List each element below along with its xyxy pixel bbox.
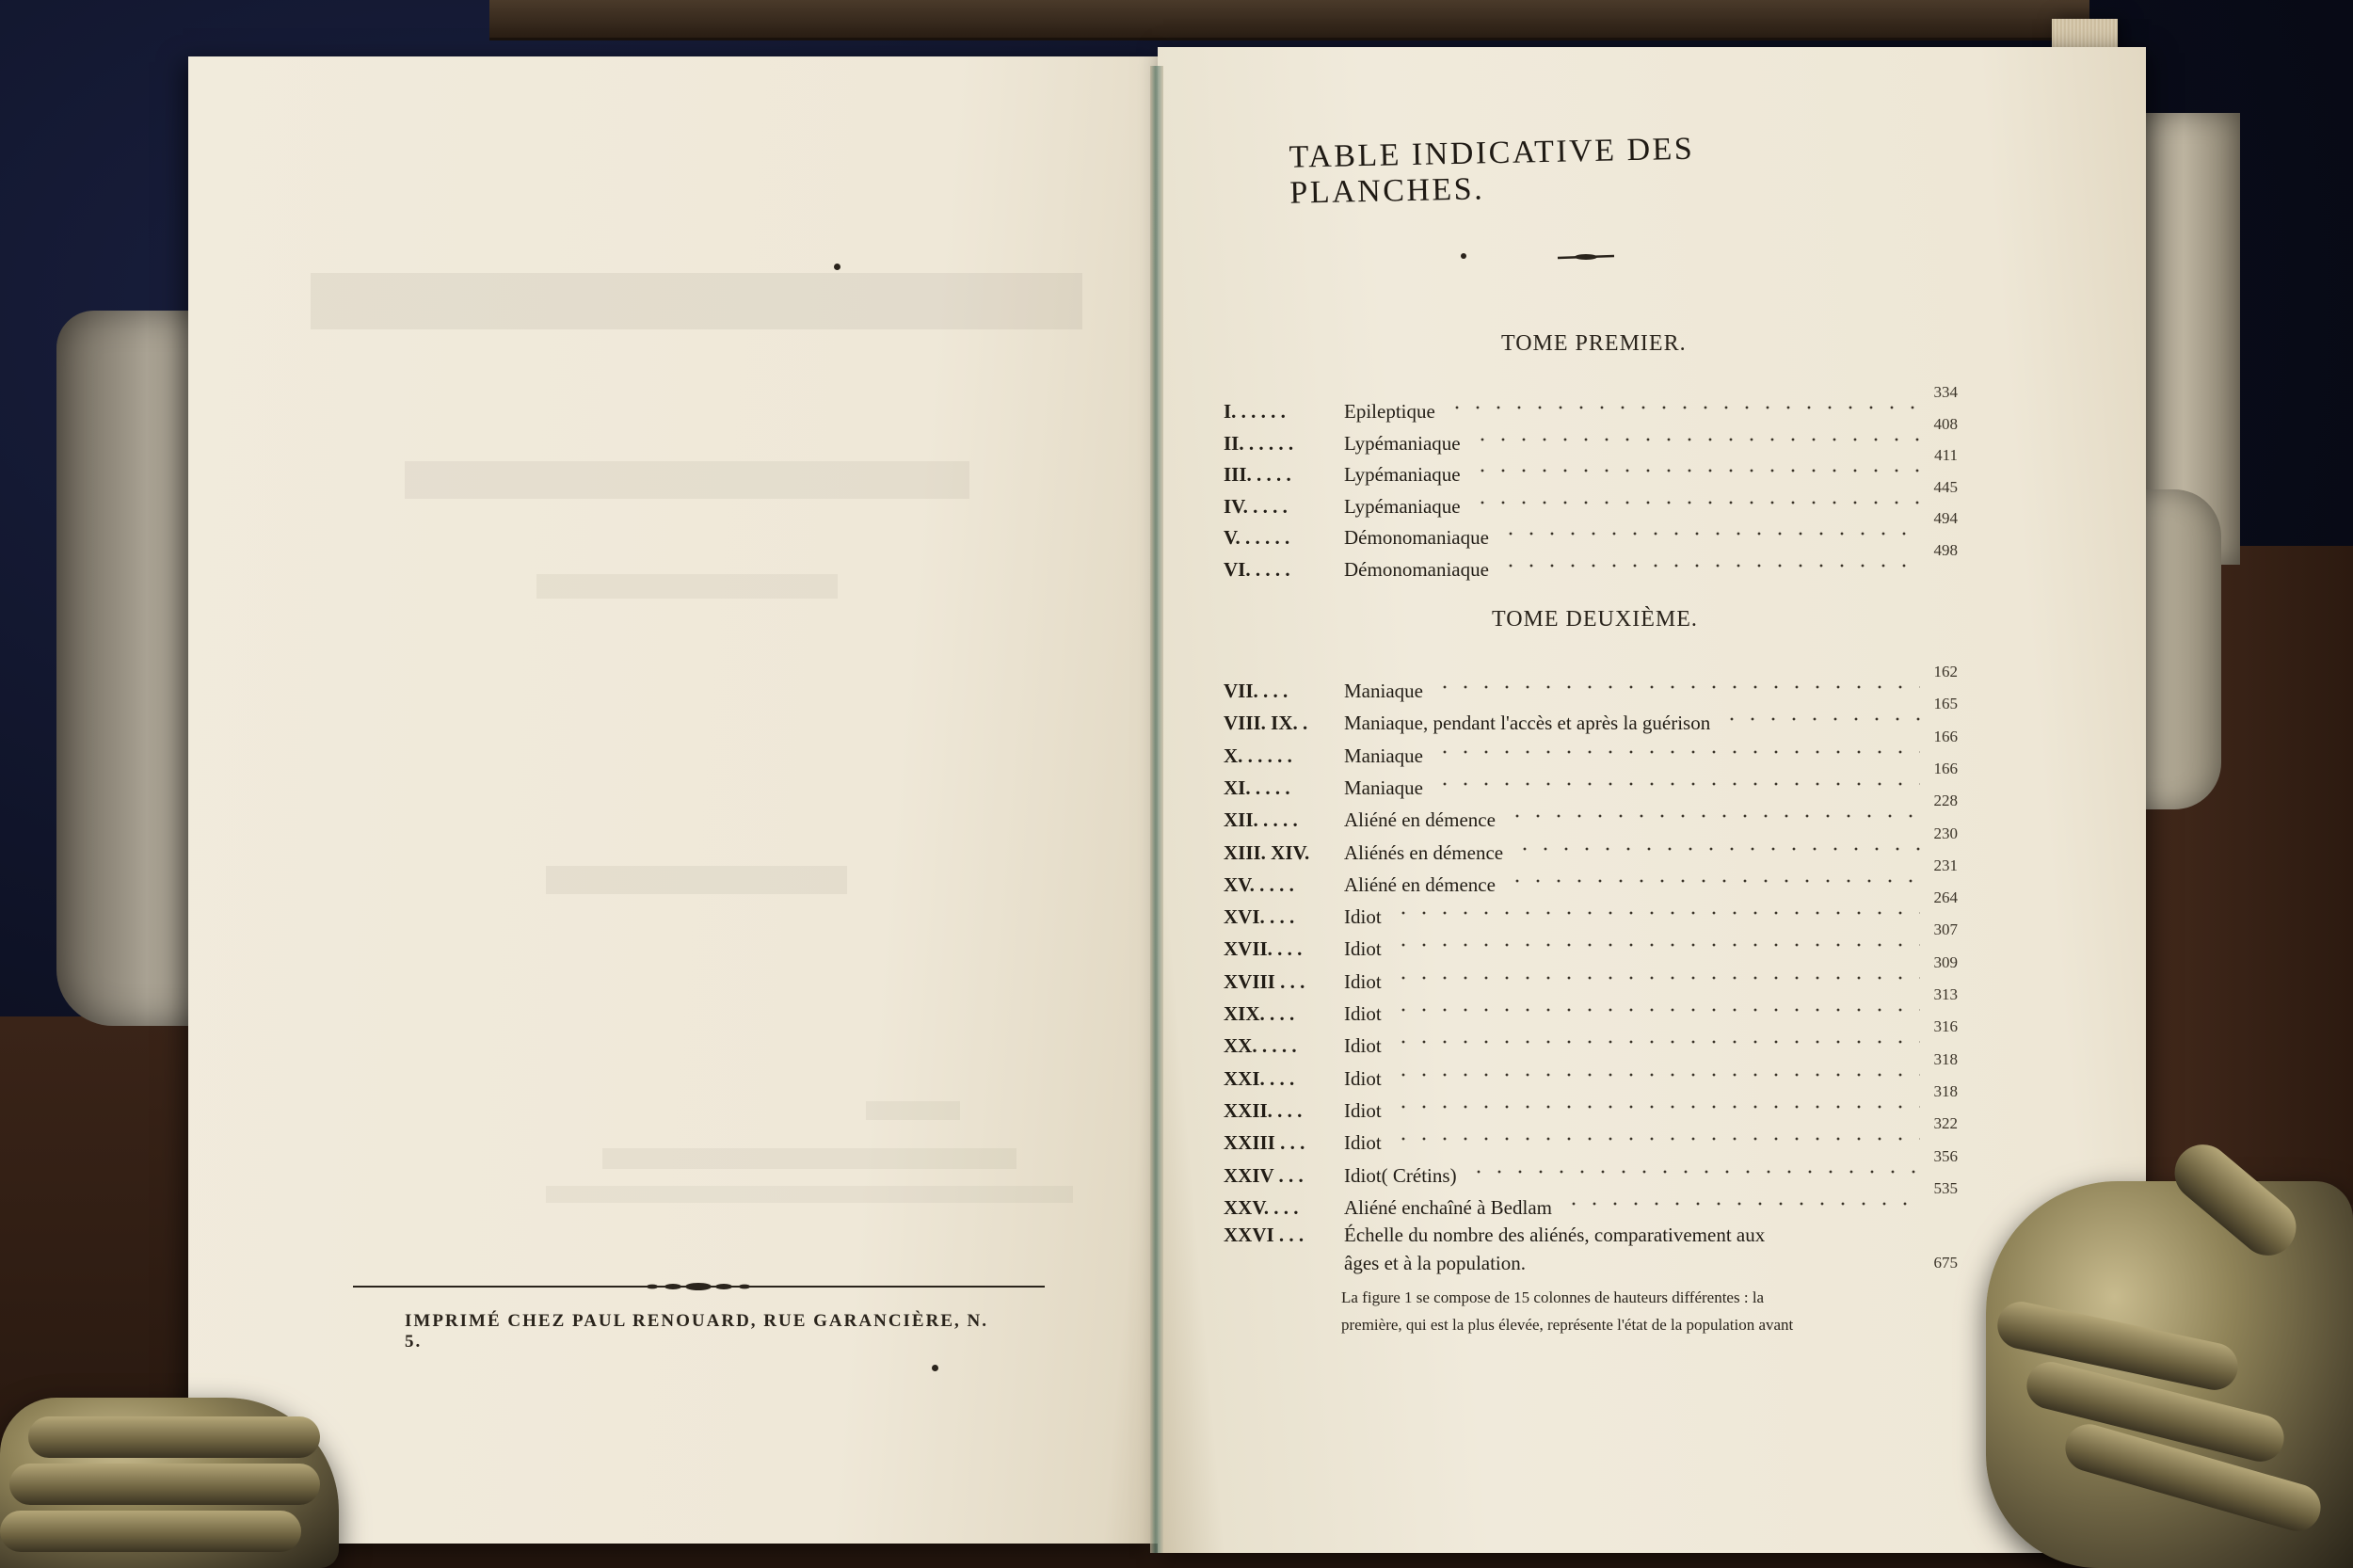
page-number: 498: [1933, 541, 1958, 559]
dot-leader: [1500, 564, 1920, 568]
plate-subject: Idiot: [1344, 937, 1382, 961]
page-number: 162: [1933, 663, 1958, 680]
plate-number: XVI. . . .: [1224, 905, 1295, 929]
page-number: 445: [1933, 477, 1958, 496]
plate-number: XIX. . . .: [1224, 1002, 1295, 1025]
dot-leader: [1393, 1105, 1920, 1109]
page-number: 411: [1934, 446, 1958, 465]
brass-hand-left: [0, 1398, 339, 1568]
page-number: 356: [1933, 1146, 1958, 1165]
plate-number: I. . . . . .: [1224, 400, 1286, 423]
title-ornament: [1454, 247, 1624, 265]
plate-subject: Lypémaniaque: [1344, 494, 1461, 518]
page-number: 675: [1933, 1254, 1958, 1272]
page-number: 318: [1933, 1049, 1958, 1068]
list-item: [1224, 1178, 1958, 1224]
plate-subject: Maniaque: [1344, 680, 1423, 702]
list-item: [1224, 1017, 1958, 1063]
plate-number: VII. . . .: [1224, 680, 1289, 702]
plate-number: XIII. XIV.: [1224, 840, 1310, 864]
dot-leader: [1472, 438, 1920, 441]
plate-number: XXIV . . .: [1224, 1163, 1304, 1187]
dot-leader: [1393, 1040, 1920, 1044]
plate-subject: Idiot: [1344, 1066, 1382, 1090]
plate-number: VIII. IX. .: [1224, 712, 1308, 735]
dot-leader: [1434, 782, 1920, 786]
page-number: 316: [1933, 1017, 1958, 1036]
plate-number: IV. . . . .: [1224, 494, 1288, 518]
list-item: [1224, 759, 1958, 805]
book-gutter: [1150, 66, 1163, 1553]
plate-number: III. . . . .: [1224, 463, 1291, 487]
dot-leader: [1393, 911, 1920, 915]
imprint-ornamental-rule: [353, 1283, 1045, 1290]
page-number: 228: [1933, 792, 1958, 810]
plate-subject: Idiot: [1344, 969, 1382, 993]
note-line-1: La figure 1 se compose de 15 colonnes de hauteurs différentes : la: [1341, 1288, 1765, 1306]
plate-number: V. . . . . .: [1224, 526, 1290, 550]
list-item: [1224, 1049, 1958, 1096]
list-item: [1224, 952, 1958, 999]
dot-leader: [1393, 1137, 1920, 1141]
plate-number: VI. . . . .: [1224, 558, 1290, 581]
list-item: [1224, 1224, 1958, 1280]
plate-subject: Idiot: [1344, 1098, 1382, 1122]
finger: [28, 1416, 320, 1458]
plate-number: XXII. . . .: [1224, 1098, 1303, 1122]
dot-leader: [1434, 750, 1920, 754]
page-number: 535: [1933, 1178, 1958, 1197]
plate-number: XV. . . . .: [1224, 872, 1294, 896]
dot-leader: [1393, 943, 1920, 947]
ink-speck: [834, 264, 840, 270]
dot-leader: [1393, 1008, 1920, 1012]
page-number: 166: [1933, 759, 1958, 777]
page-number: 322: [1933, 1114, 1958, 1133]
dot-leader: [1447, 406, 1920, 409]
dot-leader: [1472, 501, 1920, 504]
dot-leader: [1434, 685, 1920, 689]
plate-number: II. . . . . .: [1224, 431, 1294, 455]
plate-number: XXVI . . .: [1224, 1224, 1305, 1246]
list-item: [1224, 663, 1958, 708]
page-title: TABLE INDICATIVE DES PLANCHES.: [1289, 131, 1695, 211]
list-item: [1224, 792, 1958, 837]
list-item: [1224, 509, 1958, 554]
plate-subject: Idiot: [1344, 1034, 1382, 1058]
plate-subject: Epileptique: [1344, 400, 1435, 423]
plate-subject: Maniaque, pendant l'accès et après la guérison: [1344, 712, 1711, 735]
plate-subject: Lypémaniaque: [1344, 431, 1461, 455]
plate-number: X. . . . . .: [1224, 744, 1292, 767]
plate-subject: Maniaque: [1344, 776, 1423, 799]
bleed-through-ghost-lower: [527, 1101, 1073, 1271]
plate-subject: Idiot: [1344, 905, 1382, 929]
plate-subject: Aliéné en démence: [1344, 872, 1496, 896]
dot-leader: [1721, 717, 1920, 721]
finger: [0, 1511, 301, 1552]
dot-leader: [1507, 879, 1920, 883]
ink-speck: [932, 1365, 938, 1371]
dot-leader: [1472, 469, 1920, 472]
dot-leader: [1393, 1073, 1920, 1077]
plate-subject: Aliéné enchaîné à Bedlam: [1344, 1195, 1552, 1219]
dot-leader: [1514, 847, 1920, 851]
page-number: 309: [1933, 952, 1958, 971]
list-item: [1224, 383, 1958, 428]
page-number: 334: [1933, 383, 1958, 401]
tome-deuxieme-heading: TOME DEUXIÈME.: [1492, 607, 1698, 632]
list-item: [1224, 1146, 1958, 1192]
dot-leader: [1507, 814, 1920, 818]
printer-imprint: IMPRIMÉ CHEZ PAUL RENOUARD, RUE GARANCIÈRE, N. 5.: [405, 1311, 988, 1352]
page-number: 307: [1933, 920, 1958, 939]
plate-subject: Démonomaniaque: [1344, 558, 1489, 581]
page-number: 264: [1933, 888, 1958, 907]
plate-subject: Aliénés en démence: [1344, 840, 1504, 864]
list-item: [1224, 1114, 1958, 1160]
list-item: [1224, 414, 1958, 460]
background-book-top: [489, 0, 2089, 40]
dot-leader: [1393, 976, 1920, 980]
page-number: 165: [1933, 695, 1958, 713]
dot-leader: [1563, 1202, 1920, 1206]
list-item: [1224, 1081, 1958, 1128]
plate-number: XXIII . . .: [1224, 1131, 1305, 1155]
plate-subject: Échelle du nombre des aliénés, comparativement aux: [1344, 1224, 1766, 1246]
plate-number: XXV. . . .: [1224, 1195, 1299, 1219]
list-item: [1224, 920, 1958, 966]
list-item: [1224, 477, 1958, 523]
list-item: [1224, 695, 1958, 740]
list-item: [1224, 541, 1958, 586]
page-number: 231: [1933, 856, 1958, 874]
list-item: [1224, 824, 1958, 870]
plate-subject: Idiot( Crétins): [1344, 1163, 1457, 1187]
dot-leader: [1468, 1170, 1920, 1174]
plate-number: XVIII . . .: [1224, 969, 1305, 993]
plate-subject: Idiot: [1344, 1002, 1382, 1025]
plate-number: XXI. . . .: [1224, 1066, 1295, 1090]
list-item: [1224, 888, 1958, 934]
brass-hand-right: [1986, 1181, 2353, 1568]
list-item: [1224, 446, 1958, 491]
list-item: [1224, 727, 1958, 773]
plate-number: XVII. . . .: [1224, 937, 1303, 961]
page-number: 230: [1933, 824, 1958, 842]
page-number: 313: [1933, 985, 1958, 1003]
plate-number: XX. . . . .: [1224, 1034, 1297, 1058]
page-number: 408: [1933, 414, 1958, 433]
plate-subject: Idiot: [1344, 1131, 1382, 1155]
tome-premier-heading: TOME PREMIER.: [1501, 331, 1687, 356]
plate-subject: Aliéné en démence: [1344, 808, 1496, 832]
list-item: [1224, 856, 1958, 902]
page-number: 318: [1933, 1081, 1958, 1100]
plate-subject: Maniaque: [1344, 744, 1423, 767]
plate-number: XI. . . . .: [1224, 776, 1290, 799]
plate-subject-continued: âges et à la population.: [1344, 1252, 1527, 1274]
list-item: [1224, 985, 1958, 1031]
plate-number: XII. . . . .: [1224, 808, 1298, 832]
finger: [9, 1464, 320, 1505]
plate-subject: Lypémaniaque: [1344, 463, 1461, 487]
note-line-2: première, qui est la plus élevée, représente l'état de la population avant: [1341, 1316, 1794, 1334]
plate-subject: Démonomaniaque: [1344, 526, 1489, 550]
page-number: 166: [1933, 727, 1958, 745]
page-number: 494: [1933, 509, 1958, 528]
bleed-through-ghost: [311, 273, 1082, 932]
dot-leader: [1500, 532, 1920, 536]
